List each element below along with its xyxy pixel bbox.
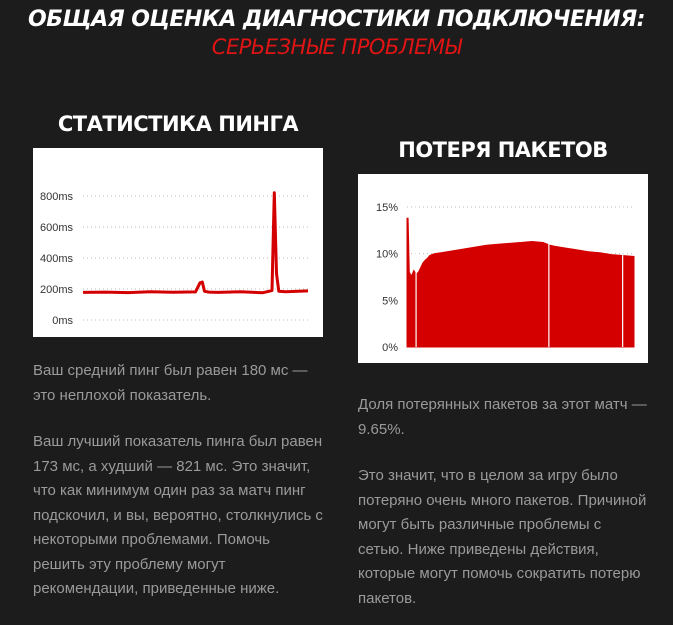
y-tick-label: 5% [382, 295, 398, 308]
y-tick-label: 0ms [52, 315, 73, 327]
packet-loss-chart-svg [358, 174, 648, 363]
ping-chart-title: СТАТИСТИКА ПИНГА [57, 112, 299, 136]
y-tick-label: 400ms [39, 253, 73, 265]
ping-chart-svg [33, 148, 323, 337]
ping-chart [33, 148, 323, 337]
diagnostics-header [0, 6, 673, 60]
ping-details-text: Ваш лучший показатель пинга был равен 173 мс, а худший — 821 мс. Это значит, что как минимум один раз за матч пинг подскочил, и вы, вероятно, столкнулись с некоторыми проблемами. Помочь решить эту проблему могут рекомендации, приведенные ниже. [33, 433, 323, 597]
packet-loss-chart-title: ПОТЕРЯ ПАКЕТОВ [398, 138, 608, 162]
ping-series-line [83, 193, 308, 293]
ping-average-text: Ваш средний пинг был равен 180 мс — это неплохой показатель. [33, 362, 308, 404]
y-tick-label: 200ms [39, 284, 73, 296]
y-tick-label: 10% [375, 248, 398, 261]
packet-loss-rate-text: Доля потерянных пакетов за этот матч — 9.65%. [358, 396, 647, 438]
packet-loss-series-area [407, 218, 634, 347]
packet-loss-details-text: Это значит, что в целом за игру было потеряно очень много пакетов. Причиной могут быть различные проблемы с сетью. Ниже приведены действия, которые могут помочь сократить потерю пакетов. [358, 467, 647, 607]
ping-section [33, 112, 323, 602]
packet-loss-chart [358, 174, 648, 363]
diagnostics-verdict: СЕРЬЕЗНЫЕ ПРОБЛЕМЫ [211, 35, 462, 59]
y-tick-label: 600ms [39, 222, 73, 234]
y-tick-label: 15% [375, 202, 398, 214]
diagnostics-title: ОБЩАЯ ОЦЕНКА ДИАГНОСТИКИ ПОДКЛЮЧЕНИЯ: [28, 7, 645, 32]
y-tick-label: 800ms [39, 191, 73, 203]
y-tick-label: 0% [382, 342, 398, 354]
packet-loss-section [358, 138, 648, 611]
